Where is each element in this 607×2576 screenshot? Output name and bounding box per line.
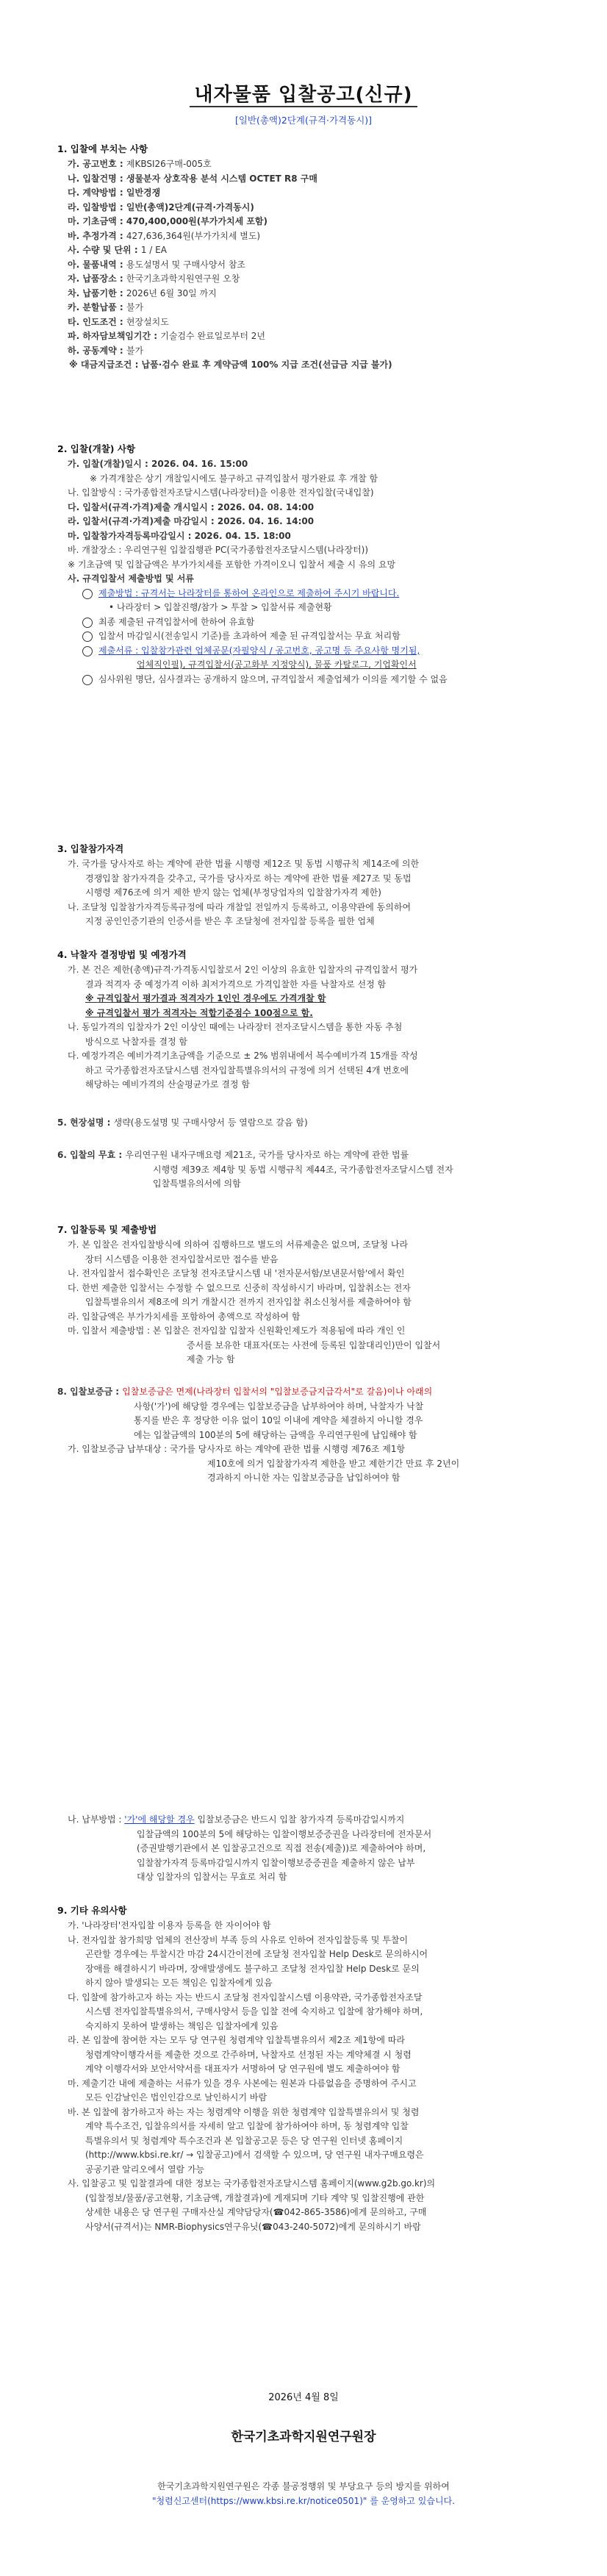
spec-row-value: 한국기초과학지원연구원 오창: [126, 273, 240, 284]
spec-row-label: 타. 인도조건 :: [68, 316, 126, 327]
award-b-1: 나. 동일가격의 입찰자가 2인 이상인 때에는 나라장터 전자조달시스템을 통한 자동 추첨: [68, 1022, 403, 1032]
payment-method-3: (증권발행기관에서 본 입찰공고건으로 직접 전송(제출))로 제출하여야 하며,: [137, 1843, 426, 1853]
integrity-center-link[interactable]: "청렴신고센터(https://www.kbsi.re.kr/notice0501)" 를 운영하고 있습니다.: [152, 2496, 455, 2506]
site-briefing-value: 생략(용도설명 및 구매사양서 등 열람으로 갈음 함): [113, 1117, 308, 1128]
spec-row-value: 생물분자 상호작용 분석 시스템 OCTET R8 구매: [126, 173, 317, 184]
spec-item-3: [57, 629, 557, 644]
section-1-items: [57, 157, 557, 358]
award-c-2: 하고 국가종합전자조달시스템 전자입찰특별유의서의 규정에 의거 선택된 4개 번호에: [85, 1065, 409, 1076]
spec-row-value: 일반(총액)2단계(규격·가격동시): [126, 201, 254, 212]
issuing-organization: 한국기초과학지원연구원장: [231, 2430, 376, 2444]
registration-c-1: 다. 한번 제출한 입찰서는 수정할 수 없으므로 신중히 작성하시기 바라며, 입찰취소는 전자: [68, 1282, 411, 1293]
registration-a-1: 가. 본 입찰은 전자입찰방식에 의하여 집행하므로 별도의 서류제출은 없으며, 조달청 나라: [68, 1239, 409, 1250]
section-7-heading: 7. 입찰등록 및 제출방법: [57, 1224, 157, 1235]
section-4-heading: 4. 낙찰자 결정방법 및 예정가격: [57, 949, 187, 960]
spec-row-label: 바. 추정가격 :: [68, 230, 126, 241]
deposit-2: 사항('가')에 해당할 경우에는 입찰보증금을 납부하여야 하며, 낙찰자가 낙찰: [134, 1400, 424, 1412]
notice-f-5: 공공기관 알리오에서 열람 가능: [85, 2164, 205, 2175]
section-9-heading: 9. 기타 유의사항: [57, 1905, 127, 1916]
spec-item-1-text: 제출방법 : 규격서는 나라장터를 통하여 온라인으로 제출하여 주시기 바랍니다.: [98, 587, 400, 598]
notice-e-2: 모든 인감날인은 법인인감으로 날인하시기 바람: [85, 2092, 267, 2103]
payment-method-5: 대상 입찰자의 입찰서는 무효로 처리 함: [137, 1872, 287, 1882]
award-a-1: 가. 본 건은 제한(총액)규격·가격동시입찰로서 2인 이상의 유효한 입찰자의 규격입찰서 평가: [68, 965, 418, 975]
notice-g-2: (입찰정보/물품/공고현황, 기초금액, 개찰결과)에 게재되며 기타 계약 및 입찰진행에 관한: [85, 2192, 425, 2203]
deposit-4: 에는 입찰금액의 100분의 5에 해당하는 금액을 우리연구원에 납입해야 함: [134, 1429, 417, 1440]
section-1-heading: 1. 입찰에 부치는 사항: [57, 143, 148, 154]
spec-item-1-sub: • 나라장터 > 입찰진행/참가 > 투찰 > 입찰서류 제출현황: [109, 602, 332, 612]
deposit-1: 입찰보증금은 면제(나라장터 입찰서의 "입찰보증금지급각서"로 갈음)이나 아래의: [122, 1387, 433, 1397]
spec-row: [57, 287, 557, 301]
award-a-note-2: ※ 규격입찰서 평가 적격자는 적합기준점수 100점으로 함.: [85, 1007, 313, 1018]
spec-row: [57, 329, 557, 344]
spec-submission-heading: 사. 규격입찰서 제출방법 및 서류: [68, 573, 194, 584]
deposit-target-1: 가. 입찰보증금 납부대상 : 국가를 당사자로 하는 계약에 관한 법률 시행령 제76조 제1항: [68, 1444, 406, 1454]
spec-row-label: 하. 공동계약 :: [68, 345, 126, 356]
spec-row-value: 제KBSI26구매-005호: [126, 159, 212, 169]
circle-bullet-icon: [82, 646, 93, 656]
spec-row: [57, 201, 557, 215]
spec-row-label: 라. 입찰방법 :: [68, 201, 126, 212]
bid-method: 나. 입찰방식 : 국가종합전자조달시스템(나라장터)을 이용한 전자입찰(국내입찰): [68, 487, 374, 498]
notice-a: 가. '나라장터'전자입찰 이용자 등록을 한 자이어야 함: [68, 1920, 271, 1931]
spec-row-value: 2026년 6월 30일 까지: [126, 287, 217, 298]
circle-bullet-icon: [82, 632, 93, 642]
registration-d: 라. 입찰금액은 부가가치세를 포함하여 총액으로 작성하여 함: [68, 1311, 301, 1322]
section-5-heading: 5. 현장설명 :: [57, 1117, 114, 1128]
invalid-bid-2: 시행령 제39조 제4항 및 동법 시행규칙 제44조, 국가종합전자조달시스템 전자: [153, 1164, 453, 1175]
spec-row-label: 자. 납품장소 :: [68, 273, 126, 284]
notice-e-1: 마. 제출기간 내에 제출하는 서류가 있을 경우 사본에는 원본과 다름없음을 증명하여 주시고: [68, 2078, 417, 2089]
notice-g-1: 사. 입찰공고 및 입찰결과에 대한 정보는 국가종합전자조달시스템 홈페이지(www.g2b.go.kr)의: [68, 2178, 436, 2189]
spec-item-3-text: 입찰서 마감일시(전송일시 기준)를 초과하여 제출 된 규격입찰서는 무효 처리함: [98, 631, 401, 641]
section-2: [57, 441, 557, 687]
spec-row: [57, 243, 557, 258]
deposit-3: 통지를 받은 후 정당한 이유 없이 10일 이내에 계약을 체결하지 아니할 경우: [134, 1415, 423, 1425]
integrity-notice-1: 한국기초과학지원연구원은 각종 불공정행위 및 부당요구 등의 방지를 위하여: [157, 2481, 450, 2491]
integrity-notice: [0, 2479, 607, 2508]
spec-row-value: 일반경쟁: [126, 187, 161, 198]
spec-row-value: 현장설치도: [126, 316, 169, 327]
deposit-target-2: 제10호에 의거 입찰참가자격 제한을 받고 제한기간 만료 후 2년이: [207, 1458, 460, 1469]
section-8-heading: 8. 입찰보증금 :: [57, 1387, 123, 1397]
spec-row-value: 불가: [126, 302, 144, 312]
circle-bullet-icon: [82, 675, 93, 685]
section-6: [57, 1148, 557, 1192]
opening-place: 바. 개찰장소 : 우리연구원 입찰집행관 PC(국가종합전자조달시스템(나라장터)): [68, 545, 369, 555]
award-a-note-1: ※ 규격입찰서 평가결과 적격자가 1인인 경우에도 가격개찰 함: [85, 993, 326, 1003]
payment-method-2: 입찰금액의 100분의 5에 해당하는 입찰이행보증증권을 나라장터에 전자문서: [137, 1828, 432, 1839]
spec-row-value: 불가: [126, 345, 144, 356]
qualification-a-2: 경쟁입찰 참가자격을 갖추고, 국가를 당사자로 하는 계약에 관한 법률 제27조 및 동법: [85, 873, 412, 884]
announcement-date: 2026년 4월 8일: [268, 2392, 339, 2403]
payment-note: ※ 대금지급조건 : 납품·검수 완료 후 계약금액 100% 지급 조건(선급금 지급 불가): [69, 359, 392, 370]
notice-c-3: 숙지하지 못하여 발생하는 책임은 입찰자에게 있음: [85, 2020, 279, 2031]
page-title: 내자물품 입찰공고(신규): [194, 84, 413, 106]
section-2-heading: 2. 입찰(개찰) 사항: [57, 443, 136, 454]
circle-bullet-icon: [82, 618, 93, 628]
notice-b-4: 하지 않아 발생되는 모든 책임은 입찰자에게 있음: [85, 1978, 273, 1988]
notice-f-2: 계약 특수조건, 입찰유의서를 자세히 알고 입찰에 참가하여야 하며, 동 청렴계약 입찰: [85, 2121, 409, 2131]
spec-row-value: 470,400,000원(부가가치세 포함): [126, 216, 268, 226]
spec-row: [57, 157, 557, 172]
spec-row-value: 427,636,364원(부가가치세 별도): [126, 230, 261, 241]
notice-g-4: 사양서(규격서)는 NMR-Biophysics연구유닛(☎043-240-5072)에게 문의하시기 바람: [85, 2221, 421, 2232]
spec-row-value: 용도설명서 및 구매사양서 참조: [126, 259, 245, 270]
notice-c-2: 시스템 전자입찰특별유의서, 구매사양서 등을 입찰 전에 숙지하고 입찰에 참가해야 하며,: [85, 2006, 423, 2017]
page-subtitle: [일반(총액)2단계(규격·가격동시)]: [234, 115, 373, 126]
notice-f-3: 특별유의서 및 청렴계약 특수조건과 본 입찰공고문 등은 당 연구원 인터넷 홈페이지: [85, 2135, 403, 2146]
circle-bullet-icon: [82, 589, 93, 599]
notice-d-1: 라. 본 입찰에 참여한 자는 모두 당 연구원 청렴계약 입찰특별유의서 제2조 제1항에 따라: [68, 2035, 405, 2045]
payment-method-condition: '가'에 해당할 경우: [124, 1814, 195, 1825]
opening-datetime: 가. 입찰(개찰)일시 : 2026. 04. 16. 15:00: [68, 459, 248, 469]
spec-item-4-text: 제출서류 : 입찰참가관련 업체공문(자필양식 / 공고번호, 공고명 등 주요사항 명기됨,: [98, 645, 420, 656]
spec-item-1: [57, 587, 557, 601]
notice-f-1: 바. 본 입찰에 참가하고자 하는 자는 청렴계약 이행을 위한 청렴계약 입찰특별유의서 및 청렴: [68, 2106, 420, 2117]
submission-end: 라. 입찰서(규격·가격)제출 마감일시 : 2026. 04. 16. 14:00: [68, 516, 315, 526]
spec-row: [57, 301, 557, 315]
spec-item-2: [57, 615, 557, 630]
notice-b-1: 나. 전자입찰 참가희망 업체의 전산장비 부족 등의 사유로 인하여 전자입찰등록 및 투찰이: [68, 1934, 409, 1945]
qualification-a-3: 시행령 제76조에 의거 제한 받지 않는 업체(부정당업자의 입찰참가자격 제한): [85, 887, 381, 898]
notice-b-3: 장애를 해결하시기 바라며, 장애발생에도 불구하고 조달청 전자입찰 Help Desk로 문의: [85, 1963, 420, 1974]
spec-row: [57, 272, 557, 287]
section-5: [57, 1116, 557, 1131]
section-9: [57, 1903, 557, 2234]
notice-c-1: 다. 입찰에 참가하고자 하는 자는 반드시 조달청 전자입찰시스템 이용약관, 국가종합전자조달: [68, 1992, 423, 2003]
spec-row-label: 아. 물품내역 :: [68, 259, 126, 270]
section-4: [57, 947, 557, 1092]
spec-row-label: 마. 기초금액 :: [68, 216, 126, 226]
vat-note: ※ 기초금액 및 입찰금액은 부가가치세를 포함한 가격이오니 입찰서 제출 시 유의 요망: [68, 559, 396, 570]
spec-item-4-cont: 업체직인필), 규격입찰서(공고화부 지정양식), 물품 카탈로그, 기업확인서: [137, 659, 417, 670]
notice-g-3: 상세한 내용은 당 연구원 구매자산실 계약담당자(☎042-865-3586)에게 문의하고, 구매: [85, 2207, 427, 2217]
qualification-b-2: 지정 공인인증기관의 인증서를 받은 후 조달청에 전자입찰 등록을 필한 업체: [85, 916, 375, 926]
award-c-1: 다. 예정가격은 예비가격기초금액을 기준으로 ± 2% 범위내에서 복수예비가격 15개를 작성: [68, 1051, 418, 1061]
section-6-heading: 6. 입찰의 무효 :: [57, 1150, 126, 1160]
spec-row: [57, 344, 557, 359]
spec-row-label: 가. 공고번호 :: [68, 159, 126, 169]
section-8-payment: [57, 1813, 557, 1885]
invalid-bid-3: 입찰특별유의서에 의함: [153, 1178, 241, 1189]
spec-item-5: [57, 673, 557, 687]
registration-e-2: 증서를 보유한 대표자(또는 사전에 등록된 입찰대리인)만이 입찰서: [187, 1339, 441, 1350]
spec-row-label: 사. 수량 및 단위 :: [68, 245, 141, 255]
notice-f-4: (http://www.kbsi.re.kr/ → 입찰공고)에서 검색할 수 있으며, 당 연구원 내자구매요령은: [85, 2150, 424, 2160]
invalid-bid-1: 우리연구원 내자구매요령 제21조, 국가를 당사자로 하는 계약에 관한 법률: [125, 1150, 409, 1160]
payment-method-4: 입찰참가자격 등록마감일시까지 입찰이행보증증권을 제출하지 않은 납부: [137, 1857, 415, 1868]
section-3-heading: 3. 입찰참가자격: [57, 843, 124, 854]
spec-item-4: [57, 644, 557, 659]
submission-start: 다. 입찰서(규격·가격)제출 개시일시 : 2026. 04. 08. 14:00: [68, 501, 315, 512]
section-3: [57, 841, 557, 929]
registration-c-2: 입찰특별유의서 제8조에 의거 개찰시간 전까지 전자입찰 취소신청서를 제출하여야 함: [85, 1297, 412, 1307]
award-a-2: 결과 적격자 중 예정가격 이하 최저가격으로 가격입찰한 자를 낙찰자로 선정 함: [85, 978, 387, 990]
spec-row-label: 차. 납품기한 :: [68, 287, 126, 298]
notice-b-2: 곤란할 경우에는 투찰시간 마감 24시간이전에 조달청 전자입찰 Help Desk로 문의하시어: [85, 1949, 428, 1959]
spec-row: [57, 172, 557, 187]
spec-item-5-text: 심사위원 명단, 심사결과는 공개하지 않으며, 규격입찰서 제출업체가 이의를 제기할 수 없음: [98, 673, 448, 684]
section-1: [57, 141, 557, 373]
spec-item-2-text: 최종 제출된 규격입찰서에 한하여 유효함: [98, 616, 255, 627]
qualification-a-1: 가. 국가를 당사자로 하는 계약에 관한 법률 시행령 제12조 및 동법 시행규칙 제14조에 의한: [68, 859, 420, 869]
qualification-b-1: 나. 조달청 입찰참가자격등록규정에 따라 개찰일 전일까지 등록하고, 이용약관에 동의하여: [68, 901, 412, 912]
notice-d-2: 청렴계약이행각서를 제출한 것으로 간주하며, 낙찰자로 선정된 자는 계약체결 시 청렴: [85, 2049, 412, 2060]
notice-d-3: 계약 이행각서와 보안서약서를 대표자가 서명하여 당 연구원에 별도 제출하여야 함: [85, 2064, 401, 2074]
spec-row-value: 기술검수 완료일로부터 2년: [160, 331, 266, 341]
deposit-target-3: 경과하지 아니한 자는 입찰보증금을 납입하여야 함: [207, 1473, 401, 1483]
title-underline: [190, 106, 417, 107]
spec-row: [57, 315, 557, 330]
registration-a-2: 장터 시스템을 이용한 전자입찰서로만 접수를 받음: [85, 1253, 279, 1264]
payment-method-1: 입찰보증금은 반드시 입찰 참가자격 등록마감일시까지: [194, 1814, 405, 1825]
spec-row-value: 1 / EA: [140, 245, 167, 255]
spec-row-label: 파. 하자담보책임기간 :: [68, 331, 161, 341]
section-7: [57, 1222, 557, 1367]
spec-row: [57, 258, 557, 273]
registration-b: 나. 전자입찰서 접수확인은 조달청 전자조달시스템 내 '전자문서함/보낸문서함'에서 확인: [68, 1268, 405, 1278]
spec-row: [57, 186, 557, 201]
spec-row: [57, 215, 557, 229]
section-8: [57, 1385, 557, 1486]
spec-row-label: 카. 분할납품 :: [68, 302, 126, 312]
spec-row-label: 나. 입찰건명 :: [68, 173, 126, 184]
award-c-3: 해당하는 예비가격의 산술평균가로 결정 함: [85, 1079, 250, 1090]
registration-e-3: 제출 가능 함: [187, 1354, 235, 1364]
registration-deadline: 마. 입찰참가자격등록마감일시 : 2026. 04. 15. 18:00: [68, 530, 291, 541]
registration-e-1: 마. 입찰서 제출방법 : 본 입찰은 전자입찰 입찰자 신원확인제도가 적용됨에 따라 개인 인: [68, 1325, 406, 1336]
award-b-2: 방식으로 낙찰자를 결정 함: [85, 1036, 187, 1047]
spec-row-label: 다. 계약방법 :: [68, 187, 126, 198]
opening-note: ※ 가격개찰은 상기 개찰일시에도 불구하고 규격입찰서 평가완료 후 개찰 함: [90, 473, 378, 484]
spec-row: [57, 229, 557, 244]
payment-method-label: 나. 납부방법 :: [68, 1814, 125, 1825]
